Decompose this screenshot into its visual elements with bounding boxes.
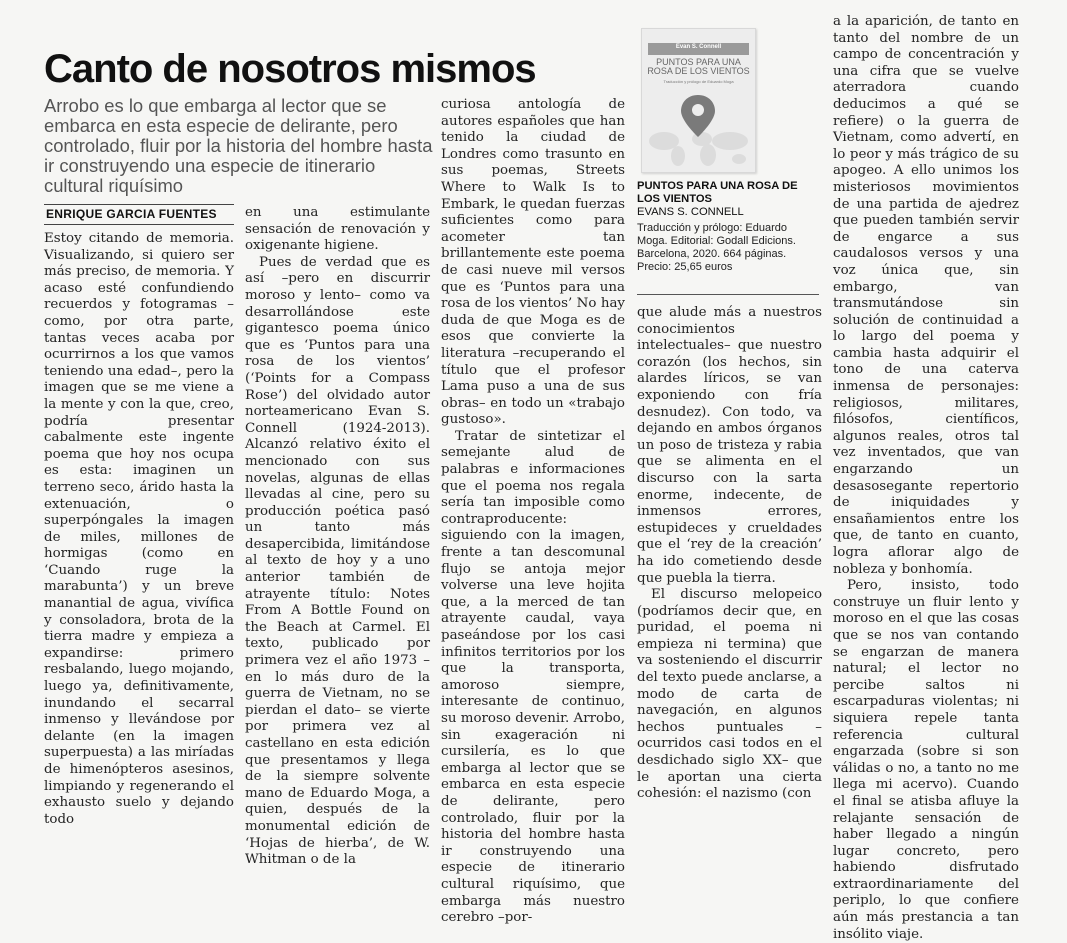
column-4 (637, 305, 822, 803)
book-title: PUNTOS PARA UNA ROSA DE LOS VIENTOS (637, 180, 798, 205)
column-3 (441, 97, 625, 927)
world-map-icon (646, 89, 751, 169)
cover-title-line: ROSA DE LOS VIENTOS (647, 66, 750, 76)
headline: Canto de nosotros mismos (44, 46, 536, 91)
column-5 (833, 14, 1019, 943)
cover-title (644, 58, 753, 76)
paragraph: curiosa antología de autores españoles que han tenido la ciudad de Londres como trasunto en sus poemas, Streets Where to Walk Is to Embark, le quedan fuerzas suficientes como para acometer tan brillantemente este poema de casi nueve mil versos que es ‘Puntos para una rosa de los vientos’ No hay duda de que Moga es de esos que convierte la literatura –recuperando el título que el profesor Lama puso a una de sus obras– en todo un «trabajo gustoso». (441, 97, 625, 428)
column-1 (44, 231, 234, 828)
paragraph: que alude más a nuestros conocimientos intelectuales– que nuestro corazón (los hechos, sin alardes líricos, se van exponiendo con fría desnudez). Con todo, va dejando en ambos órganos un poso de tristeza y rabia que se alimenta en el discurso con la sarta enorme, indecente, de inmensos errores, estupideces y crueldades que el ‘rey de la creación’ ha ido cometiendo desde que puebla la tierra. (637, 305, 822, 586)
cover-author: Evan S. Connell (675, 44, 722, 50)
book-details: Traducción y prólogo: Eduardo Moga. Editorial: Godall Edicions. Barcelona, 2020. 664 páginas. Precio: 25,65 euros (637, 222, 796, 273)
byline: ENRIQUE GARCIA FUENTES (44, 204, 234, 225)
paragraph: Pues de verdad que es así –pero en discurrir moroso y lento– como va desarrollándose este gigantesco poema único que es ‘Puntos para una rosa de los vientos’ (‘Points for a Compass Rose’) del olvidado autor norteamericano Evan S. Connell (1924-2013). Alcanzó relativo éxito el mencionado con sus novelas, algunas de ellas llevadas al cine, pero su producción poética pasó un tanto más desapercibida, limitándose al texto de hoy y a uno anterior también de atrayente título: Notes From A Bottle Found on the Beach at Carmel. El texto, publicado por primera vez el año 1973 –en lo más duro de la guerra de Vietnam, no se pierdan el dato– se vierte por primera vez al castellano en esta edición que presentamos y llega de la siempre solvente mano de Eduardo Moga, a quien, después de la monumental edición de ‘Hojas de hierba’, de W. Whitman o de la (245, 254, 430, 868)
paragraph: El discurso melopeico (podríamos decir que, en puridad, el poema ni empieza ni termina) que va sosteniendo el discurrir del texto puede anclarse, a modo de carta de navegación, en algunos hechos puntuales –ocurridos casi todos en el desdichado siglo XX– que le aportan una cierta cohesión: el nazismo (con (637, 587, 822, 802)
cover-subtitle: Traducción y prólogo de Eduardo Moga (663, 79, 734, 84)
divider (637, 294, 819, 295)
book-cover (641, 28, 756, 173)
paragraph: a la aparición, de tanto en tanto del nombre de un campo de concentración y una cifra que se vuelve aterradora cuando deducimos a qué se refiere) o la guerra de Vietnam, como advertí, en lo peor y más trágico de su apogeo. A ello unimos los misteriosos movimientos de una partida de ajedrez que pueden también servir de engarce a sus caudalosos versos y una voz única que, sin embargo, van transmutándose sin solución de continuidad a lo largo del poema y cambia hasta adquirir el tono de una caterva inmensa de personajes: religiosos, militares, filósofos, científicos, algunos reales, otros tal vez inventados, que van engarzando un desasosegante repertorio de iniquidades y ensañamientos entre los que, de tanto en cuanto, logra aflorar algo de nobleza y bonhomía. (833, 14, 1019, 577)
paragraph: Tratar de sintetizar el semejante alud de palabras e informaciones que el poema nos regala sería tan imposible como contraproducente: siguiendo con la imagen, frente a tan descomunal flujo se antoja mejor volverse una leve hojita que, a la merced de tan atrayente caudal, vaya paseándose por los casi infinitos territorios por los que la transporta, amoroso siempre, interesante de continuo, su moroso devenir. Arrobo, sin exageración ni cursilería, es lo que embarga al lector que se embarca en esta especie de delirante, pero controlado, fluir por la historia del hombre hasta ir construyendo una especie de itinerario cultural riquísimo, que embarga más nuestro cerebro –por- (441, 428, 625, 926)
paragraph: Estoy citando de memoria. Visualizando, si quiero ser más preciso, de memoria. Y acaso esté confundiendo recuerdos y fotogramas –como, por otra parte, tantas veces acaba por ocurrirnos a los que vamos teniendo una edad–, pero la imagen que se me viene a la mente y con la que, creo, podría presentar cabalmente este ingente poema que hoy nos ocupa es esta: imaginen un terreno seco, árido hasta la extenuación, o superpóngales la imagen de miles, millones de hormigas (como en ‘Cuando ruge la marabunta’) y un breve manantial de agua, vivífica y consoladora, brota de la tierra madre y empieza a expandirse: primero resbalando, luego mojando, luego ya, definitivamente, inundando el secarral inmenso y llevándose por delante (en la imagen superpuesta) a las miríadas de himenópteros asesinos, limpiando y regenerando el exhausto suelo y dejando todo (44, 231, 234, 827)
paragraph: en una estimulante sensación de renovación y oxigenante higiene. (245, 205, 430, 254)
paragraph: Pero, insisto, todo construye un fluir lento y moroso en el que las cosas que se nos van contando se engarzan de manera natural; el lector no percibe saltos ni escarpaduras violentas; ni siquiera repele tanta referencia cultural engarzada (sobre si son válidas o no, a tanto no me llega mi acervo). Cuando el final se atisba afluye la relajante sensación de haber llegado a ningún lugar concreto, pero habiendo disfrutado extraordinariamente del periplo, lo que confiere aún más prestancia a tan insólito viaje. (833, 578, 1019, 942)
book-author: EVANS S. CONNELL (637, 206, 744, 218)
dek-subtitle: Arrobo es lo que embarga al lector que se embarca en esta especie de delirante, pero controlado, fluir por la historia del hombre hasta ir construyendo una especie de itinerario cultural riquísimo (44, 95, 433, 196)
map-pin-icon (681, 95, 715, 137)
cover-title-line: PUNTOS PARA UNA (656, 57, 741, 67)
column-2 (245, 205, 430, 869)
